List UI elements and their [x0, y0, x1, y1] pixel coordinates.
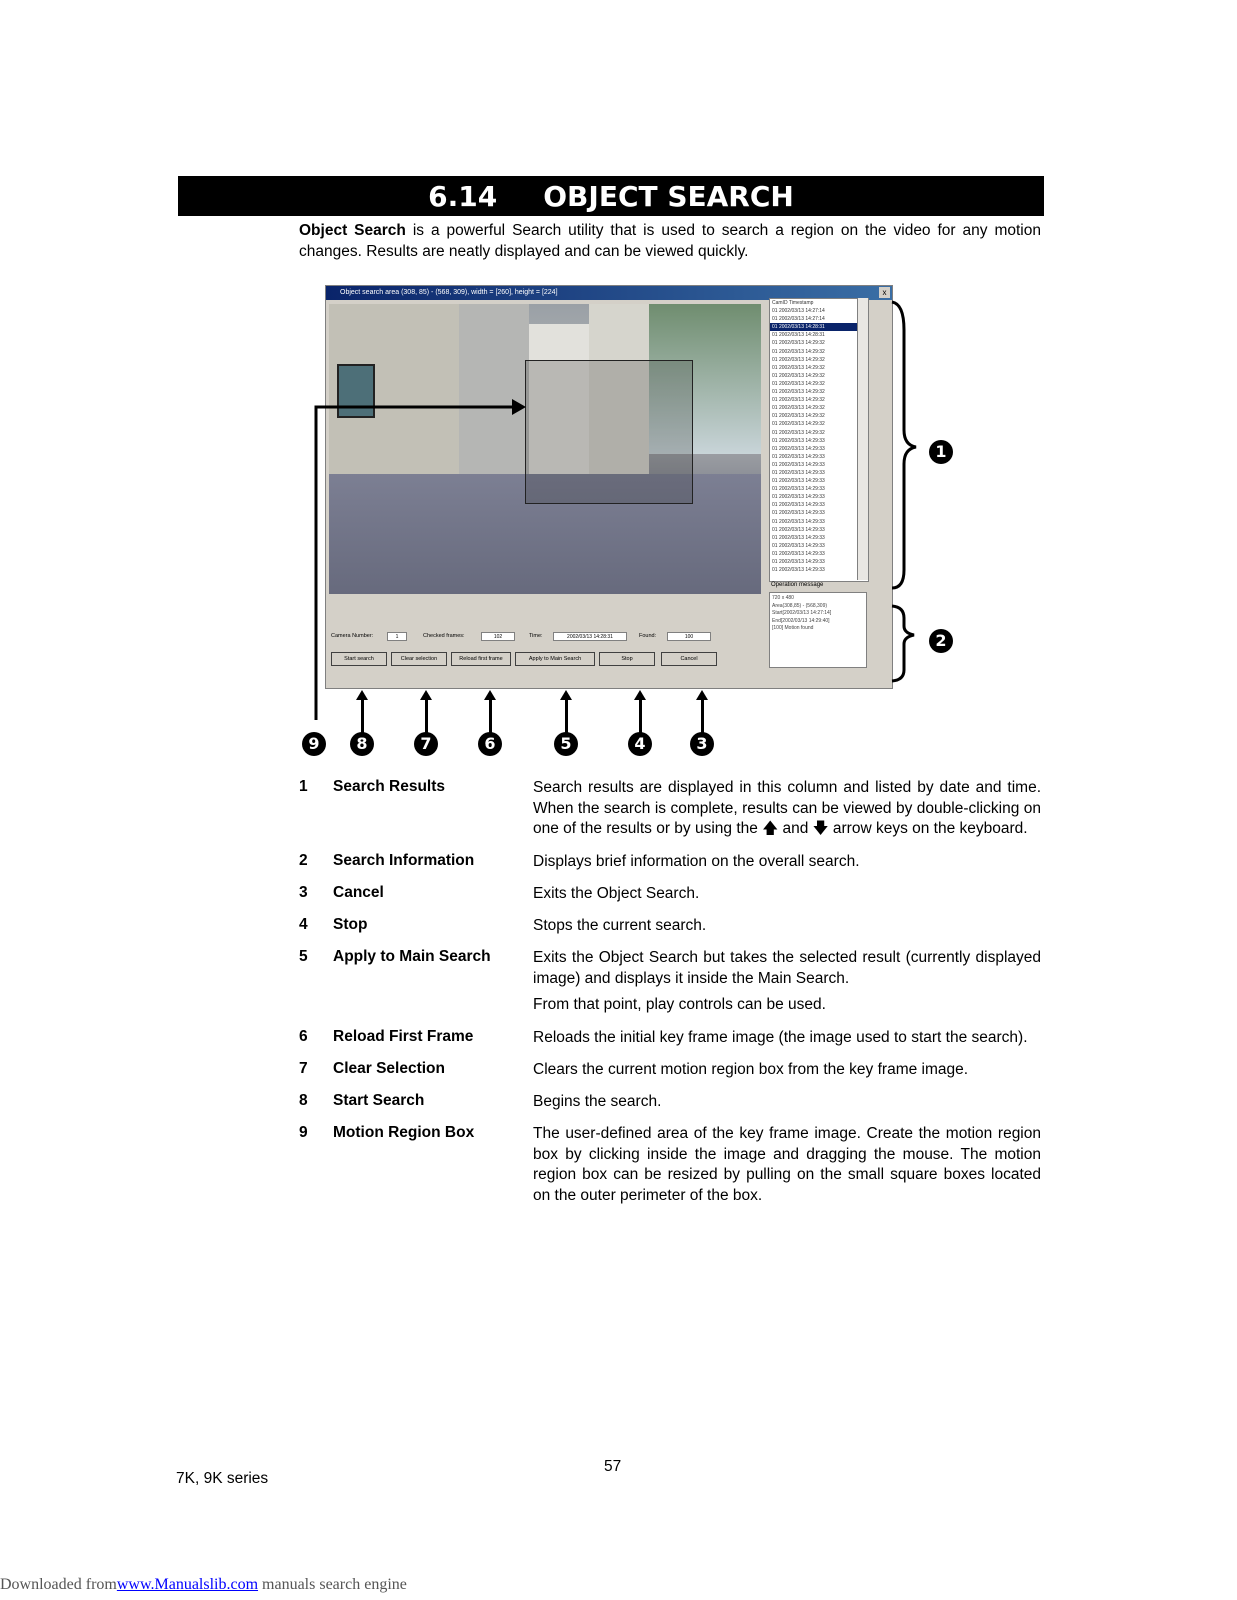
result-row[interactable]: 01 2002/03/13 14:29:33: [772, 534, 825, 541]
item-number: 4: [299, 916, 308, 933]
item-description: Clears the current motion region box from the key frame image.: [533, 1061, 969, 1078]
result-row[interactable]: 01 2002/03/13 14:29:33: [772, 445, 825, 452]
result-row[interactable]: 01 2002/03/13 14:29:32: [772, 364, 825, 371]
result-row[interactable]: 01 2002/03/13 14:29:33: [772, 469, 825, 476]
reload-first-frame-button[interactable]: Reload first frame: [451, 652, 511, 666]
opmsg-line: End[2002/03/13 14:29:40]: [772, 617, 830, 624]
intro-text: is a powerful Search utility that is used to search a region on the video for any motion changes. Results are neatly displayed and can be viewed quickly.: [299, 222, 1041, 260]
result-row[interactable]: 01 2002/03/13 14:29:32: [772, 340, 825, 347]
result-row[interactable]: 01 2002/03/13 14:29:32: [772, 356, 825, 363]
time-field: 2002/03/13 14:28:31: [553, 632, 627, 641]
bracket-1: [892, 302, 916, 588]
results-rows[interactable]: [770, 307, 868, 574]
operation-message-label: Operation message: [771, 582, 824, 588]
results-scrollbar[interactable]: [857, 298, 868, 580]
item-number: 7: [299, 1060, 308, 1077]
callout-badge-1: 1: [929, 440, 953, 464]
result-row[interactable]: 01 2002/03/13 14:29:33: [772, 453, 825, 460]
opmsg-line: Area(308,85) - (568,309): [772, 602, 828, 609]
downloaded-prefix: Downloaded from: [0, 1576, 117, 1593]
found-field: 100: [667, 632, 711, 641]
item-description: Exits the Object Search but takes the selected result (currently displayed image) and displays it inside the Main Search.: [533, 949, 1041, 987]
close-icon[interactable]: x: [879, 287, 890, 298]
item-desc-end: arrow keys on the keyboard.: [832, 820, 1028, 837]
item-desc-and: and: [782, 820, 809, 837]
checked-frames-field: 102: [481, 632, 515, 641]
arrow-6: [489, 698, 492, 734]
callout-badge-4: 4: [628, 732, 652, 756]
item-number: 3: [299, 884, 308, 901]
intro-bold: Object Search: [299, 222, 406, 239]
item-term: Apply to Main Search: [333, 948, 491, 965]
result-row[interactable]: 01 2002/03/13 14:29:33: [772, 518, 825, 525]
manualslib-link[interactable]: www.Manualslib.com: [116, 1576, 259, 1593]
item-description: The user-defined area of the key frame image. Create the motion region box by clicking inside the image and dragging the mouse. The motion region box can be resized by pulling on the small square boxes located on the outer perimeter of the box.: [533, 1125, 1041, 1204]
item-description: Displays brief information on the overall search.: [533, 853, 860, 870]
result-row[interactable]: 01 2002/03/13 14:27:14: [772, 316, 825, 323]
result-row[interactable]: 01 2002/03/13 14:29:32: [772, 405, 825, 412]
motion-region-box[interactable]: [525, 360, 693, 504]
result-row[interactable]: 01 2002/03/13 14:28:31: [772, 332, 825, 339]
section-title: OBJECT SEARCH: [543, 179, 794, 213]
opmsg-line: Start[2002/03/13 14:27:14]: [772, 610, 832, 616]
item-number: 1: [299, 778, 308, 795]
section-number: 6.14: [428, 179, 498, 213]
result-row[interactable]: 01 2002/03/13 14:27:14: [772, 308, 825, 315]
arrow-3: [701, 698, 704, 734]
item-description: Begins the search.: [533, 1093, 662, 1110]
result-row[interactable]: 01 2002/03/13 14:29:32: [772, 372, 825, 379]
item-term: Stop: [333, 916, 368, 933]
item-description: Reloads the initial key frame image (the image used to start the search).: [533, 1029, 1028, 1046]
clear-selection-button[interactable]: Clear selection: [391, 652, 447, 666]
window-title: Object search area (308, 85) - (568, 309), width = [260], height = [224]: [326, 286, 892, 300]
pointer-arrowhead: [512, 399, 526, 415]
result-row[interactable]: 01 2002/03/13 14:29:33: [772, 559, 825, 565]
result-row[interactable]: 01 2002/03/13 14:29:33: [772, 567, 825, 574]
arrow-5: [565, 698, 568, 734]
item-description: Stops the current search.: [533, 917, 707, 934]
item-number: 6: [299, 1028, 308, 1045]
result-row[interactable]: 01 2002/03/13 14:29:33: [772, 494, 825, 501]
callout-badge-9: 9: [302, 732, 326, 756]
callout-badge-5: 5: [554, 732, 578, 756]
result-row[interactable]: 01 2002/03/13 14:29:32: [772, 421, 825, 428]
result-row[interactable]: 01 2002/03/13 14:29:33: [772, 526, 825, 533]
result-row[interactable]: 01 2002/03/13 14:29:33: [772, 461, 825, 468]
page-number: 57: [604, 1458, 622, 1475]
item-term: Cancel: [333, 884, 384, 901]
apply-to-main-search-button[interactable]: Apply to Main Search: [515, 652, 595, 666]
result-row[interactable]: 01 2002/03/13 14:29:32: [772, 380, 825, 387]
footer-series: 7K, 9K series: [176, 1470, 269, 1487]
callout-badge-6: 6: [478, 732, 502, 756]
item-number: 9: [299, 1124, 308, 1141]
opmsg-line: [100] Motion found: [772, 625, 814, 631]
cancel-button[interactable]: Cancel: [661, 652, 717, 666]
pointer-line: [316, 407, 512, 720]
camera-number-field: 1: [387, 632, 407, 641]
result-row[interactable]: 01 2002/03/13 14:29:33: [772, 502, 825, 509]
item-term: Search Information: [333, 852, 475, 869]
bracket-2: [892, 606, 914, 681]
up-arrow-icon: 🡅: [762, 820, 779, 837]
result-row[interactable]: 01 2002/03/13 14:29:33: [772, 510, 825, 517]
callout-badge-7: 7: [414, 732, 438, 756]
item-number: 5: [299, 948, 308, 965]
down-arrow-icon: 🡇: [812, 820, 829, 837]
operation-message-box: [769, 592, 867, 668]
result-row[interactable]: 01 2002/03/13 14:29:33: [772, 437, 825, 444]
callout-brackets: [890, 300, 920, 690]
item-term: Motion Region Box: [333, 1124, 475, 1141]
intro-paragraph: [299, 220, 1041, 262]
result-row[interactable]: 01 2002/03/13 14:29:33: [772, 542, 825, 549]
item-term: Start Search: [333, 1092, 425, 1109]
result-row[interactable]: 01 2002/03/13 14:29:33: [772, 550, 825, 557]
search-results-list[interactable]: [769, 298, 869, 582]
item-term: Search Results: [333, 778, 445, 795]
downloaded-suffix: manuals search engine: [258, 1576, 407, 1593]
downloaded-from-note: [0, 1576, 407, 1594]
result-row[interactable]: 01 2002/03/13 14:29:32: [772, 413, 825, 420]
found-label: Found:: [639, 633, 657, 639]
checked-frames-label: Checked frames:: [423, 633, 465, 639]
results-header: CamID Timestamp: [772, 300, 814, 306]
item-description: Exits the Object Search.: [533, 885, 700, 902]
motion-region-pointer: [300, 395, 530, 725]
item-description-extra: From that point, play controls can be used.: [533, 996, 826, 1013]
item-number: 8: [299, 1092, 308, 1109]
camera-number-label: Camera Number:: [331, 633, 374, 639]
item-desc-text: Search results are displayed in this column and listed by date and time. When the search is complete, results can be viewed by double-clicking on one of the results or by using the: [533, 779, 1041, 837]
time-label: Time:: [529, 633, 543, 639]
result-row[interactable]: 01 2002/03/13 14:29:32: [772, 397, 825, 404]
arrow-8: [361, 698, 364, 734]
arrow-4: [639, 698, 642, 734]
arrow-7: [425, 698, 428, 734]
result-row[interactable]: 01 2002/03/13 14:29:32: [772, 389, 825, 396]
item-term: Reload First Frame: [333, 1028, 474, 1045]
item-number: 2: [299, 852, 308, 869]
opmsg-line: 720 x 480: [772, 595, 794, 601]
start-search-button[interactable]: Start search: [331, 652, 387, 666]
callout-badge-8: 8: [350, 732, 374, 756]
item-term: Clear Selection: [333, 1060, 445, 1077]
result-row[interactable]: 01 2002/03/13 14:29:32: [772, 348, 825, 355]
result-row[interactable]: 01 2002/03/13 14:29:33: [772, 478, 825, 485]
stop-button[interactable]: Stop: [599, 652, 655, 666]
result-row[interactable]: 01 2002/03/13 14:28:31: [770, 323, 868, 331]
section-heading: [178, 176, 1044, 216]
result-row[interactable]: 01 2002/03/13 14:29:32: [772, 429, 825, 436]
item-description: [533, 778, 1041, 840]
result-row[interactable]: 01 2002/03/13 14:29:33: [772, 486, 825, 493]
callout-badge-2: 2: [929, 629, 953, 653]
callout-badge-3: 3: [690, 732, 714, 756]
